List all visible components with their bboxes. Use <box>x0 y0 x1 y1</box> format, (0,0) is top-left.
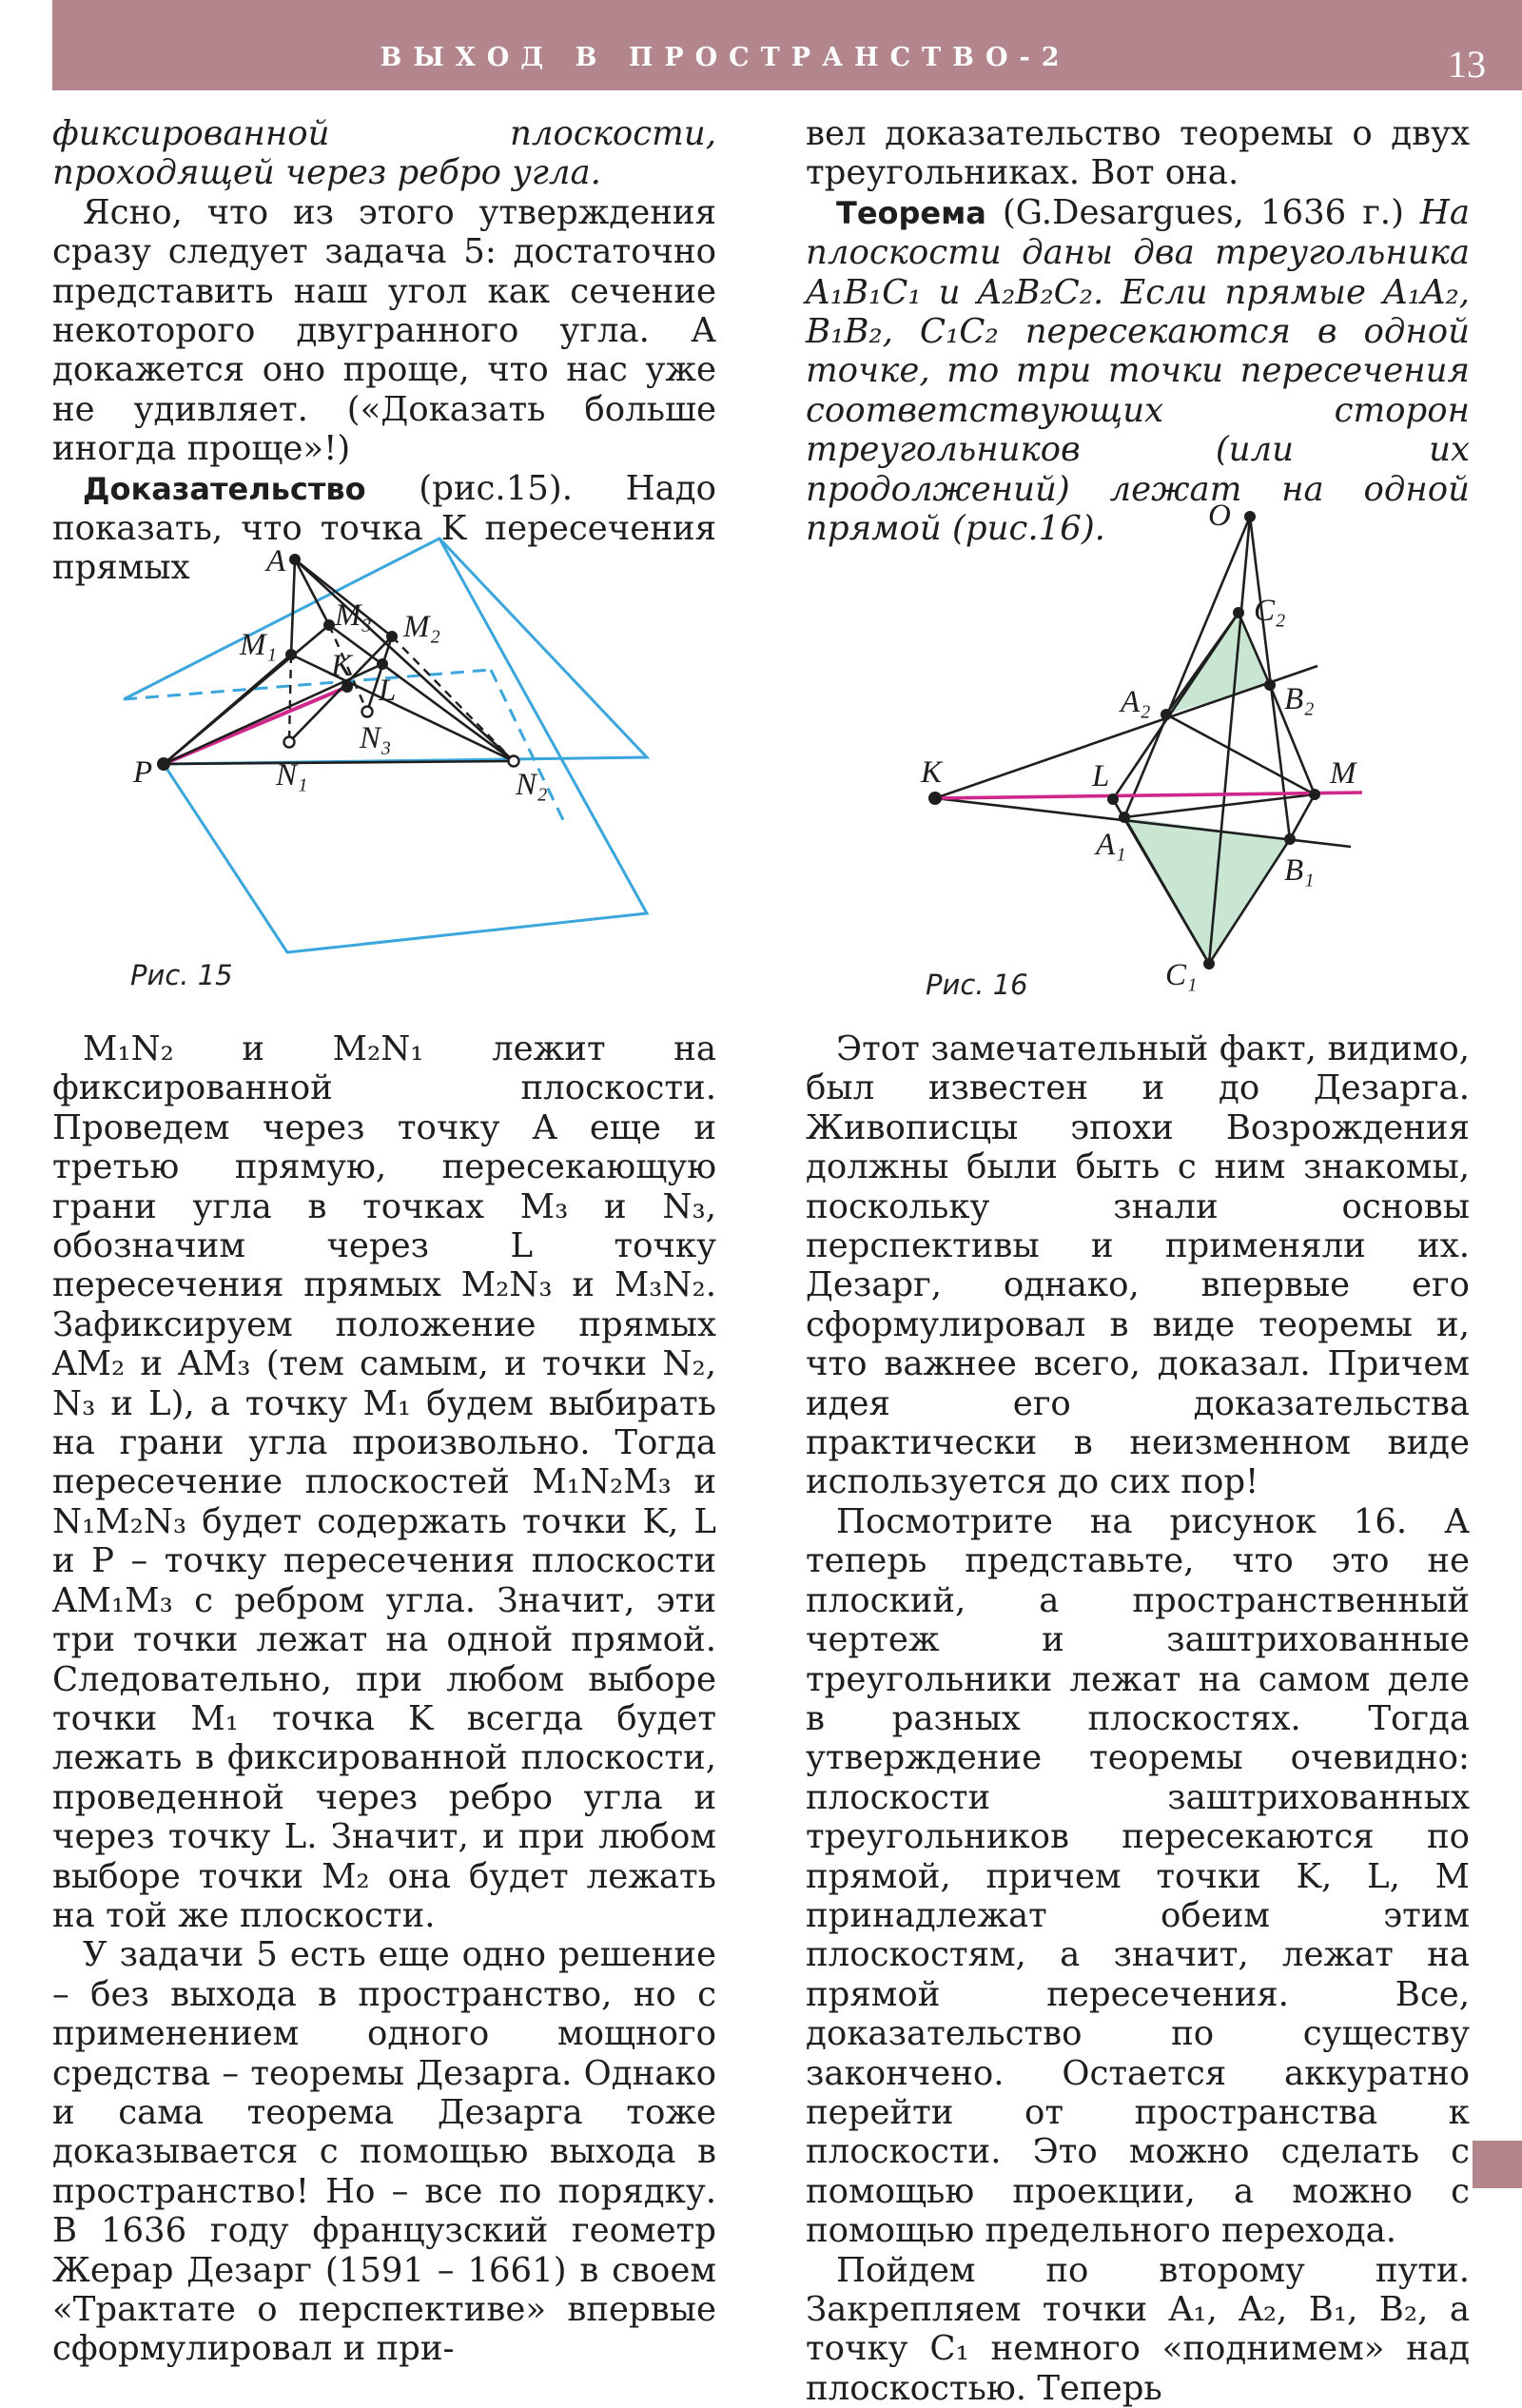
point-M3 <box>323 619 335 631</box>
point-N3 <box>362 707 373 717</box>
page-number: 13 <box>1448 43 1486 86</box>
paragraph: Ясно, что из этого утверждения сразу следует задача 5: достаточно представить наш угол как сечение некоторого двугранного угла. А докажется оно проще, что нас уже не удивляет. («Доказать больше иногда проще»!) <box>52 192 716 469</box>
label-N3: N₃ <box>360 721 392 755</box>
label-C2: C₂ <box>1254 594 1286 628</box>
point-M2 <box>386 631 398 642</box>
paragraph-continuation: вел доказательство теоремы о двух треугольниках. Вот она. <box>806 114 1470 193</box>
paragraph-continuation: фиксированной плоскости, проходящей через ребро угла. <box>52 114 716 193</box>
figure-15-hollow-points <box>284 707 519 767</box>
theorem-heading: Теорема <box>836 194 986 231</box>
line-B1-M <box>1290 794 1315 839</box>
label-K: K <box>921 755 943 790</box>
label-L: L <box>1092 759 1110 793</box>
label-B1: B₁ <box>1284 853 1315 888</box>
plane-dashed-top <box>124 670 491 699</box>
figure-15 <box>105 528 675 975</box>
corner-accent <box>1473 2141 1522 2188</box>
figure-16 <box>908 499 1365 994</box>
theorem-source: (G.Desargues, 1636 г.) <box>985 192 1420 232</box>
paragraph: M₁N₂ и M₂N₁ лежит на фиксированной плоскости. Проведем через точку A еще и третью прямую, пересекающую грани угла в точках M₃ и N₃, обозначим через L точку пересечения прямых M₂N₃ и M₃N₂. Зафиксируем положение прямых AM₂ и AM₃ (тем самым, и точки N₂, N₃ и L), а точку M₁ будем выбирать на грани угла произвольно. Тогда пересечение плоскостей M₁N₂M₃ и N₁M₂N₃ будет содержать точки K, L и P – точку пересечения плоскости AM₁M₃ с ребром угла. Значит, эти три точки лежат на одной прямой. Следовательно, при любом выборе точки M₁ точка K всегда будет лежать в фиксированной плоскости, проведенной через ребро угла и через точку L. Значит, и при любом выборе точки M₂ она будет лежать на той же плоскости. <box>52 1029 716 1935</box>
point-A1 <box>1119 812 1130 823</box>
paragraph: Посмотрите на рисунок 16. А теперь представьте, что это не плоский, а пространственный чертеж и заштрихованные треугольники лежат на самом деле в разных плоскостях. Тогда утверждение теоремы очевидно: плоскости заштрихованных треугольников пересекаются по прямой, причем точки K, L, M принадлежат обеим этим плоскостям, а значит, лежат на прямой пересечения. Все, доказательство по существу закончено. Остается аккуратно перейти от пространства к плоскости. Это можно сделать с помощью проекции, а можно с помощью предельного перехода. <box>806 1501 1470 2251</box>
point-L <box>377 658 388 670</box>
page-header <box>52 0 1522 90</box>
label-M2: M₂ <box>403 610 440 644</box>
label-A: A <box>266 544 286 578</box>
label-A1: A₁ <box>1096 828 1126 862</box>
label-M1: M₁ <box>240 628 277 662</box>
running-title: ВЫХОД В ПРОСТРАНСТВО-2 <box>380 43 1071 72</box>
label-N2: N₂ <box>516 768 548 802</box>
point-B1 <box>1284 833 1296 845</box>
point-A2 <box>1161 709 1172 720</box>
point-M <box>1309 789 1320 800</box>
paragraph: У задачи 5 есть еще одно решение – без выхода в пространство, но с применением одного мощного средства – теоремы Дезарга. Однако и сама теорема Дезарга тоже доказывается с помощью выхода в пространство! Но – все по порядку. В 1636 году французский геометр Жерар Дезарг (1591 – 1661) в своем «Трактате о перспективе» впервые сформулировал и при- <box>52 1935 716 2369</box>
figure-16-points <box>928 511 1320 969</box>
label-O: O <box>1208 499 1231 533</box>
paragraph: Этот замечательный факт, видимо, был известен и до Дезарга. Живописцы эпохи Возрождения должны были быть с ним знакомы, поскольку знали основы перспективы и применяли их. Дезарг, однако, впервые его сформулировал в виде теоремы и, что важнее всего, доказал. Причем идея его доказательства практически в неизменном виде используется до сих пор! <box>806 1029 1470 1502</box>
figure-15-dashed <box>289 625 514 761</box>
label-L: L <box>379 674 397 708</box>
figure-16-labels <box>920 499 1357 992</box>
figure-16-caption: Рис. 16 <box>926 969 1028 1001</box>
point-A <box>289 554 301 565</box>
label-M3: M₃ <box>335 598 372 633</box>
label-A2: A₂ <box>1121 685 1151 719</box>
line-A2-M <box>1166 715 1315 794</box>
point-L <box>1107 793 1119 805</box>
label-C1: C₁ <box>1165 958 1198 992</box>
theorem-statement: На плоскости даны два треугольника A₁B₁C₁ и A₂B₂C₂. Если прямые A₁A₂, B₁B₂, C₁C₂ пересекаются в одной точке, то три точки пересечения соответствующих сторон треугольников (или их продолжений) лежат на одной прямой (рис.16). <box>806 192 1470 549</box>
triangle-A1B1C1 <box>1124 817 1290 964</box>
point-N1 <box>284 737 295 748</box>
figure-15-caption: Рис. 15 <box>130 959 233 991</box>
label-P: P <box>133 755 153 790</box>
point-B2 <box>1264 679 1276 691</box>
point-C2 <box>1233 607 1244 618</box>
right-column-top <box>806 114 1470 548</box>
point-C1 <box>1203 958 1215 969</box>
point-P <box>157 757 170 771</box>
label-N1: N₁ <box>276 758 308 793</box>
label-B2: B₂ <box>1284 682 1315 716</box>
point-O <box>1244 511 1256 522</box>
left-column-bottom <box>52 1029 716 2369</box>
theorem-paragraph <box>806 193 1470 549</box>
figure-16-lines <box>935 517 1351 964</box>
proof-heading: Доказательство <box>83 470 366 507</box>
point-K <box>928 792 942 805</box>
point-M1 <box>285 649 297 660</box>
left-column-top <box>52 114 716 588</box>
label-K: K <box>331 649 353 683</box>
right-column-bottom <box>806 1029 1470 2408</box>
proof-text: (рис.15). Надо показать, что точка K пересечения прямых <box>52 468 716 588</box>
paragraph: Пойдем по второму пути. Закрепляем точки A₁, A₂, B₁, B₂, а точку C₁ немного «поднимем» над плоскостью. Теперь <box>806 2250 1470 2408</box>
plane-lower-outline <box>164 538 647 952</box>
point-N2 <box>509 756 519 767</box>
label-M: M <box>1330 756 1356 791</box>
